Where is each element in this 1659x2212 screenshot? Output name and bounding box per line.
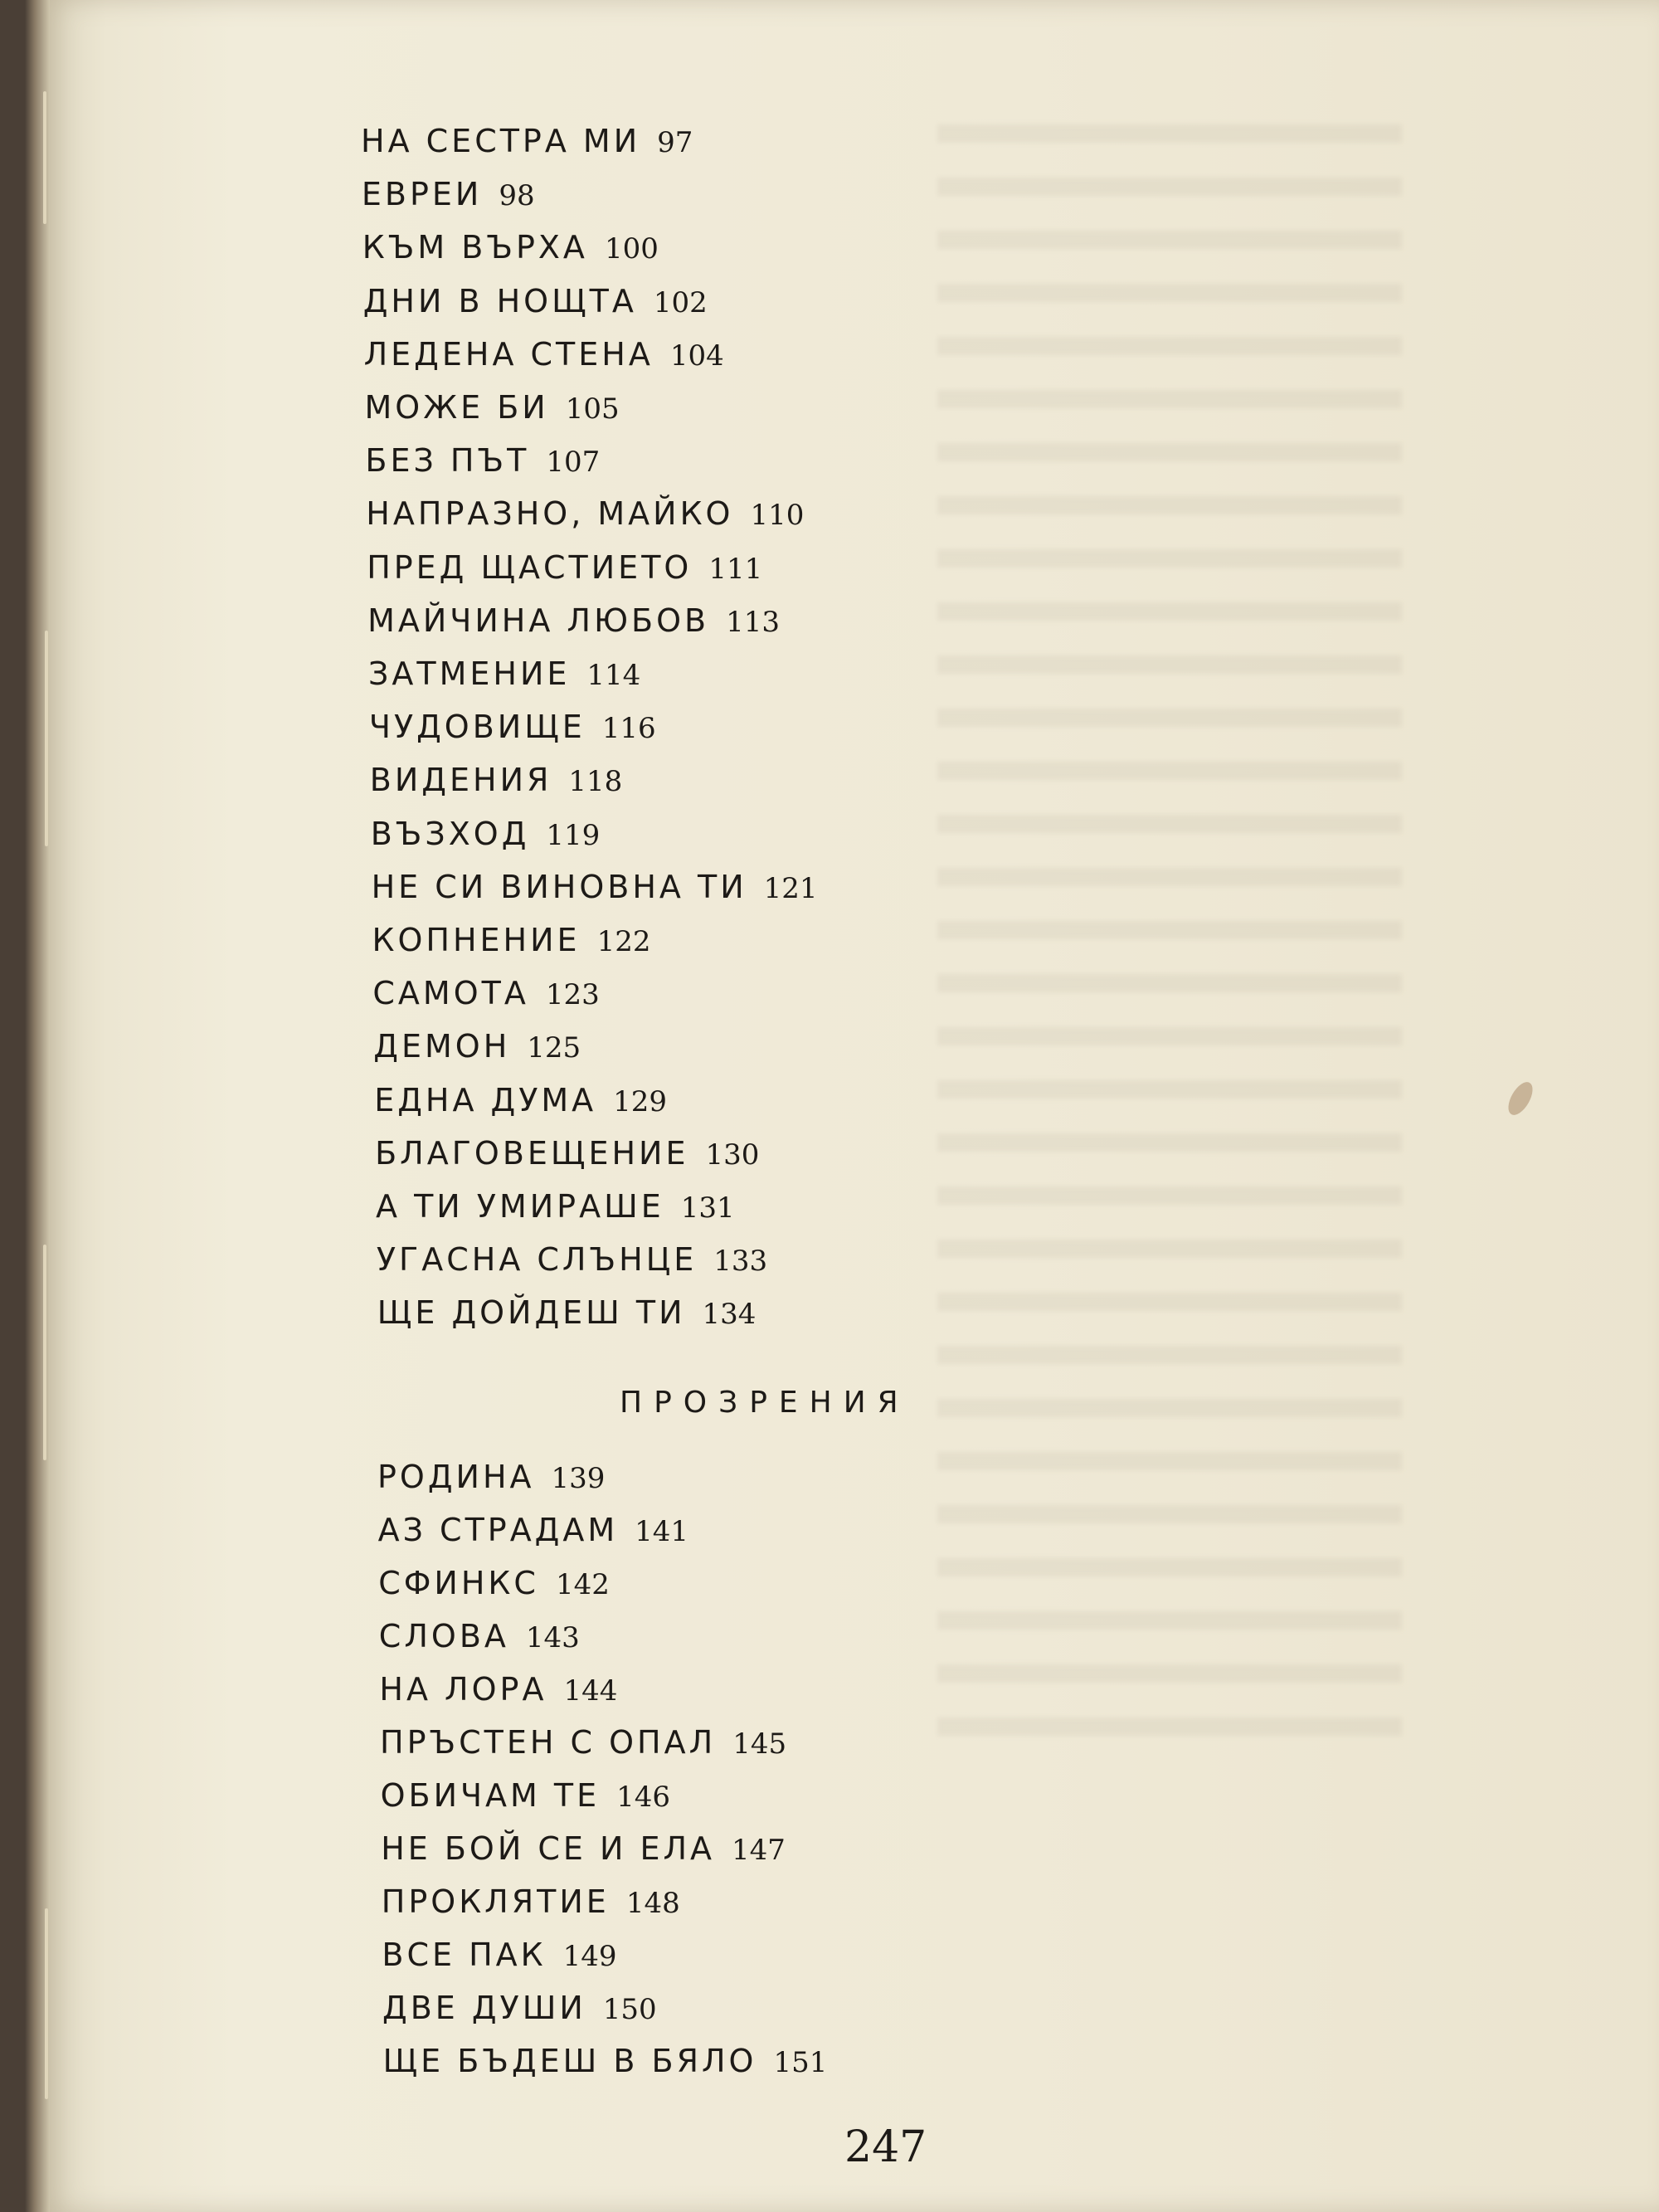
toc-entry-page: 131 (680, 1191, 735, 1225)
toc-entry-page: 142 (555, 1568, 610, 1601)
binding-stitch (43, 91, 46, 224)
toc-entry (372, 919, 651, 961)
toc-entry-page: 150 (602, 1993, 657, 2026)
toc-entry-page: 113 (726, 605, 780, 639)
toc-entry-page: 148 (625, 1887, 680, 1920)
toc-entry-title: РОДИНА (377, 1459, 535, 1495)
toc-entry (381, 1828, 786, 1869)
toc-entry-title: ВСЕ ПАК (382, 1937, 547, 1973)
toc-entry-page: 123 (545, 978, 600, 1012)
toc-entry (369, 706, 656, 748)
binding-stitch (43, 1245, 46, 1460)
toc-entry-page: 111 (708, 552, 763, 586)
toc-entry (377, 1456, 605, 1498)
section-title: ПРОЗРЕНИЯ (620, 1386, 910, 1420)
toc-entry (378, 1562, 610, 1604)
toc-entry (379, 1615, 580, 1657)
binding-stitch (45, 1908, 48, 2099)
toc-entry-page: 114 (586, 659, 641, 692)
toc-entry-page: 122 (596, 925, 651, 958)
toc-entry-page: 141 (635, 1515, 689, 1548)
toc-entry-title: МОЖЕ БИ (364, 389, 549, 426)
toc-entry (375, 1133, 759, 1174)
toc-entry-title: ЕВРЕИ (361, 176, 483, 213)
toc-entry-page: 119 (546, 818, 601, 852)
toc-entry-page: 139 (551, 1462, 606, 1495)
toc-entry (377, 1239, 767, 1280)
toc-entry (380, 1722, 786, 1763)
toc-entry-title: БЕЗ ПЪТ (365, 442, 530, 480)
toc-entry (362, 227, 659, 268)
toc-entry-title: ДВЕ ДУШИ (382, 1990, 586, 2026)
toc-entry (382, 1934, 616, 1976)
toc-entry (362, 173, 535, 215)
toc-entry-page: 130 (705, 1138, 760, 1172)
toc-entry-page: 134 (702, 1298, 757, 1332)
toc-entry-title: МАЙЧИНА ЛЮБОВ (367, 602, 710, 639)
toc-entry (365, 440, 600, 481)
toc-entry (376, 1186, 735, 1227)
toc-entry-title: СЛОВА (378, 1618, 509, 1654)
toc-entry-title: ЩЕ ДОЙДЕШ ТИ (377, 1294, 686, 1332)
toc-entry-page: 121 (763, 871, 818, 905)
toc-entry (361, 120, 693, 162)
toc-entry (370, 759, 623, 801)
book-spine (25, 0, 50, 2212)
paper-stain (1503, 1078, 1537, 1118)
toc-entry-page: 145 (732, 1727, 787, 1761)
toc-entry-page: 151 (773, 2046, 828, 2079)
toc-entry-title: БЛАГОВЕЩЕНИЕ (375, 1134, 689, 1172)
toc-entry-title: НЕ БОЙ СЕ И ЕЛА (381, 1830, 716, 1867)
toc-entry-page: 107 (546, 446, 601, 480)
toc-entry (383, 2040, 828, 2082)
toc-entry-title: НАПРАЗНО, МАЙКО (366, 495, 734, 533)
toc-entry (373, 1026, 581, 1067)
toc-entry-page: 97 (657, 126, 693, 159)
toc-entry (378, 1509, 688, 1551)
toc-entry-title: ЧУДОВИЩЕ (368, 709, 586, 746)
book-page (41, 0, 1659, 2212)
toc-entry (364, 334, 724, 375)
toc-entry-title: АЗ СТРАДАМ (377, 1512, 619, 1548)
toc-entry (366, 493, 804, 534)
toc-entry-page: 110 (750, 499, 805, 533)
toc-entry-page: 147 (732, 1834, 786, 1867)
toc-entry (377, 1292, 757, 1333)
toc-entry (381, 1775, 670, 1816)
toc-entry-page: 100 (604, 232, 659, 266)
toc-entry-page: 133 (713, 1245, 768, 1279)
toc-entry-page: 102 (653, 285, 708, 319)
toc-entry-title: ПРЪСТЕН С ОПАЛ (380, 1724, 717, 1761)
toc-entry-page: 144 (563, 1674, 618, 1708)
toc-entry (367, 547, 762, 588)
toc-entry-page: 129 (613, 1084, 668, 1118)
toc-entry (374, 1079, 667, 1121)
show-through-text (937, 124, 1402, 1742)
toc-entry (372, 972, 599, 1014)
toc-entry-page: 149 (562, 1940, 617, 1973)
toc-entry-page: 146 (616, 1781, 671, 1814)
toc-entry-title: ПРОКЛЯТИЕ (381, 1883, 610, 1920)
toc-entry-title: КОПНЕНИЕ (372, 922, 581, 958)
toc-entry-title: ДНИ В НОЩТА (362, 282, 637, 319)
toc-entry-title: ЗАТМЕНИЕ (368, 655, 571, 692)
toc-entry (368, 653, 640, 694)
toc-entry-title: НА СЕСТРА МИ (361, 123, 641, 159)
toc-entry-title: А ТИ УМИРАШЕ (376, 1188, 664, 1225)
toc-entry-page: 98 (499, 179, 535, 213)
toc-entry-title: ОБИЧАМ ТЕ (380, 1777, 601, 1814)
toc-entry-title: ВЪЗХОД (370, 815, 530, 852)
toc-entry-title: САМОТА (372, 975, 529, 1012)
toc-entry-page: 105 (565, 392, 620, 426)
toc-entry-title: ЩЕ БЪДЕШ В БЯЛО (382, 2043, 757, 2079)
toc-entry-title: ПРЕД ЩАСТИЕТО (367, 548, 693, 586)
toc-entry-title: ЛЕДЕНА СТЕНА (363, 335, 654, 373)
toc-entry-title: СФИНКС (378, 1565, 539, 1601)
toc-entry (363, 280, 708, 322)
toc-entry-title: КЪМ ВЪРХА (362, 229, 588, 266)
toc-entry (379, 1669, 617, 1710)
toc-entry-title: УГАСНА СЛЪНЦЕ (376, 1241, 698, 1279)
toc-entry (367, 600, 780, 641)
toc-entry (372, 866, 818, 908)
toc-entry-title: НЕ СИ ВИНОВНА ТИ (371, 868, 747, 905)
toc-entry-title: ЕДНА ДУМА (374, 1081, 597, 1118)
toc-entry-title: ВИДЕНИЯ (369, 762, 552, 799)
toc-entry-page: 118 (568, 765, 623, 799)
toc-entry-page: 143 (525, 1621, 580, 1654)
binding-stitch (45, 631, 48, 846)
toc-entry-page: 104 (669, 339, 724, 373)
toc-entry (371, 813, 601, 855)
toc-entry (382, 1881, 680, 1922)
toc-entry-page: 116 (601, 712, 656, 746)
toc-entry-title: НА ЛОРА (379, 1671, 547, 1708)
page-number: 247 (844, 2122, 927, 2172)
toc-entry-page: 125 (527, 1031, 581, 1065)
toc-entry-title: ДЕМОН (373, 1028, 511, 1065)
toc-entry (365, 387, 620, 428)
toc-entry (382, 1987, 657, 2029)
